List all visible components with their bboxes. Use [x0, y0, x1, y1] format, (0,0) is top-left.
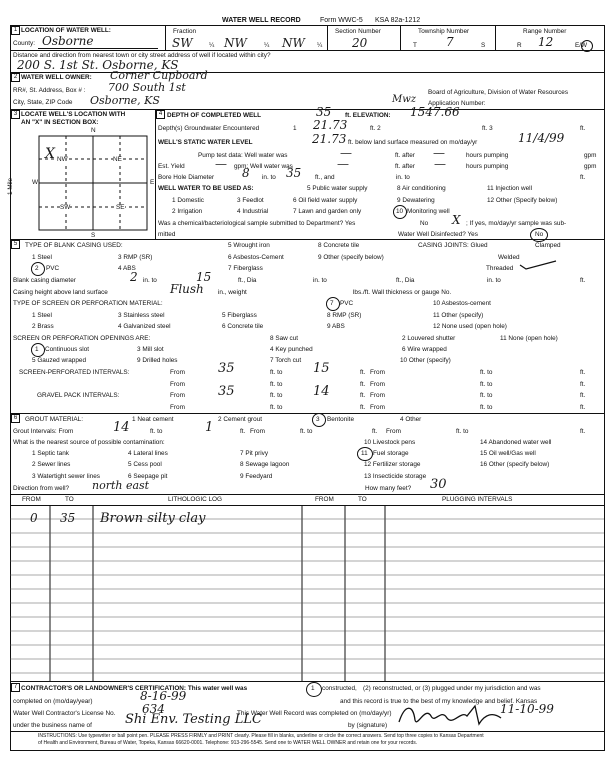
section-6-number: 6	[11, 414, 20, 423]
locate-label: LOCATE WELL'S LOCATION WITH	[21, 111, 126, 118]
depth-value: 35	[316, 105, 332, 119]
perf-from-value: 35	[218, 361, 235, 376]
gravel-to-value: 14	[313, 384, 330, 399]
record-date-value: 11-10-99	[500, 702, 554, 716]
bore-label: Bore Hole Diameter	[158, 174, 215, 181]
form-title: WATER WELL RECORD	[222, 17, 301, 24]
license-value: 634	[142, 702, 165, 716]
casing-height-label: Casing height above land surface	[13, 289, 108, 296]
casing-diameter-label: Blank casing diameter	[13, 277, 76, 284]
section-number-label: Section Number	[335, 28, 381, 35]
screen-material-label: TYPE OF SCREEN OR PERFORATION MATERIAL:	[13, 300, 163, 307]
section-5-number: 5	[11, 240, 20, 249]
casing-to-value: 15	[196, 270, 212, 284]
section-2-number: 2	[11, 73, 20, 82]
instructions-line-2: of Health and Environment, Bureau of Water, Topeka, Kansas 66620-0001. Telephone: 913-296-5545. Send one to WATER WELL OWNER and retain one for your records.	[38, 740, 418, 746]
directions-label: Distance and direction from nearest town or city street address of well if located within city?	[13, 52, 271, 59]
casing-diameter-value: 2	[130, 270, 138, 284]
disinfected-label: Water Well Disinfected? Yes	[398, 231, 478, 238]
county-label: County:	[13, 40, 36, 47]
range-ew: E/W	[575, 42, 588, 49]
fraction-3: NW	[282, 36, 305, 50]
perf-to-value: 15	[313, 361, 330, 376]
gravel-from-value: 35	[218, 384, 235, 399]
groundwater-label: Depth(s) Groundwater Encountered	[158, 125, 260, 132]
locate-label-2: AN "X" IN SECTION BOX:	[21, 119, 99, 126]
groundwater-1-value: 21.73	[313, 118, 348, 132]
city-label: City, State, ZIP Code	[13, 99, 73, 106]
bore-value: 8	[242, 166, 250, 180]
range-value: 12	[538, 35, 554, 49]
threaded-checkmark	[518, 259, 558, 271]
mile-label: 1 Mile	[7, 177, 14, 195]
log-row-to: 35	[60, 511, 76, 525]
location-mark: X	[45, 146, 55, 162]
casing-height-value: Flush	[170, 282, 204, 296]
depth-label: DEPTH OF COMPLETED WELL	[167, 112, 262, 119]
completed-label: completed on (mo/day/year)	[13, 698, 93, 705]
elevation-value: 1547.66	[410, 105, 460, 119]
fraction-label: Fraction	[173, 28, 197, 35]
signature-label: by (signature)	[348, 722, 388, 729]
water-well-record-form: WATER WELL RECORD Form WWC-5 KSA 82a-1212 1 LOCATION OF WATER WELL: County: Osborne Fraction SW ¼ NW ¼ NW ¼ Section Number 20 Township Number T 7 S Range Number R 12 E/W Distance and direction from nearest town or city street address of well if located within city? 200 S. 1st St. Osborne, KS 2 WATER WELL OWNER: Corner Cupboard RR#, St. Address, Box # : 700 South 1st City, State, ZIP Code Osborne, KS Board of Agriculture, Division of Water Resources Mwz Application Number: 3 LOCATE WELL'S LOCATION WITH AN "X" IN SECTION BOX: N S W E 1 Mile NW NE SW SE X 4 DEPTH OF COMPLETED WELL 35 ft. ELEVATION: 1547.66 Depth(s) Groundwater Encountered 1 21.73 ft. 2 ft. 3 ft. WELL'S STATIC WATER LEVEL 21.73 ft. below land surface measured on mo/day/yr 11/4/99 Pump test data: Well water was — ft. after — hours pumping gpm Est. Yield — gpm: Well water was — ft. after — hours pumping gpm Bore Hole Diameter 8 in. to 35 ft., and in. to ft. WELL WATER TO BE USED AS: 5 Public water supply 8 Air conditioning 11 Injection well 1 Domestic 3 Feedlot 6 Oil field water supply 9 Dewatering 12 Other (Specify below) 2 Irrigation 4 Industrial 7 Lawn and garden only 10 Monitoring well Was a chemical/bacteriological sample submitted to Department? Yes No X ; If yes, mo/day/yr sample was sub- mitted Water Well Disinfected? Yes No 5 TYPE OF BLANK CASING USED: 1 Steel 3 RMP (SR) 2 PVC 4 ABS 5 Wrought iron 6 Asbestos-Cement 7 Fiberglass 8 Concrete tile 9 Other (specify below) CASING JOINTS: Glued Clamped Welded Threaded Blank casing diameter 2 in. to 15 ft., Dia in. to ft., Dia in. to ft. Casing height above land surface Flush in., weight lbs./ft. Wall thickness or gauge No. TYPE OF SCREEN OR PERFORATION MATERIAL: 7 PVC 10 Asbestos-cement 1 Steel 3 Stainless steel 5 Fiberglass 8 RMP (SR) 11 Other (specify) 2 Brass 4 Galvanized steel 6 Concrete tile 9 ABS 12 None used (open hole) SCREEN OR PERFORATION OPENINGS ARE: 8 Saw cut 2 Louvered shutter 11 None (open hole) 1 Continuous slot 3 Mill slot 4 Key punched 6 Wire wrapped 5 Gauzed wrapped 9 Drilled holes 7 Torch cut 10 Other (specify) SCREEN-PERFORATED INTERVALS: From 35 ft. to 15 ft. From ft. to ft. From ft. to ft. From ft. to ft. GRAVEL PACK INTERVALS: From 35 ft. to 14 ft. From ft. to ft. From ft. to ft. From ft. to ft. 6 GROUT MATERIAL: 1 Neat cement 2 Cement grout 3 Bentonite 4 Other Grout Intervals: From 14 ft. to 1 ft. From ft. to ft. From ft. to ft. What is the nearest source of possible contamination: 10 Livestock pens 14 Abandoned water well 1 Septic tank 4 Lateral lines 7 Pit privy 11 Fuel storage 15 Oil well/Gas well 2 Sewer lines 5 Cess pool 8 Sewage lagoon 12 Fertilizer storage 16 Other (specify below) 3 Watertight sewer lines 6 Seepage pit 9 Feedyard 13 Insecticide storage Direction from well? north east How many feet? 30 FROM TO LITHOLOGIC LOG FROM TO PLUGGING INTERVALS 0 35 Brown silty clay 7 CONTRACTOR'S OR LANDOWNER'S CERTIFICATION: This water well was 1 constructed, (2) reconstructed, or (3) plugged under my jurisdiction and was completed on (mo/day/year) 8-16-99 and this record is true to the best of my knowledge and belief. Kansas Water Well Contractor's License No. 634 This Water Well Record was completed on (mo/day/yr) 11-10-99 under the business name of Shi Env. Testing LLC by (signature) INSTRUCTIONS: Use typewriter or ball point pen. PLEASE PRESS FIRMLY and PRINT clearly. Please fill in blanks, underline or circle the correct answers. Send top three copies to Kansas Department of Health and Environment, Bureau of Water, Topeka, Kansas 66620-0001. Telephone: 913-296-5545. Send one to WATER WELL OWNER and retain one for your records.	[0, 0, 614, 776]
grout-from-value: 14	[113, 420, 130, 435]
bore-to-value: 35	[286, 166, 302, 180]
log-row-from: 0	[30, 511, 38, 525]
ksa-number: KSA 82a-1212	[375, 17, 421, 24]
grout-intervals-label: Grout Intervals: From	[13, 428, 74, 435]
county-value: Osborne	[42, 34, 94, 48]
instructions-line-1: INSTRUCTIONS: Use typewriter or ball point pen. PLEASE PRESS FIRMLY and PRINT clearly. Please fill in blanks, underline or circle the correct answers. Send top three copies to Kansas Department	[38, 733, 484, 739]
signature	[395, 700, 505, 730]
feet-label: How many feet?	[365, 485, 412, 492]
static-date: 11/4/99	[518, 131, 565, 145]
feet-value: 30	[430, 477, 447, 492]
directions-value: 200 S. 1st St. Osborne, KS	[17, 58, 179, 72]
fraction-1: SW	[172, 36, 193, 50]
app-initials: Mwz	[392, 94, 417, 105]
license-label: Water Well Contractor's License No.	[13, 710, 116, 717]
owner-value: Corner Cupboard	[110, 69, 208, 82]
section-number-value: 20	[352, 36, 368, 50]
form-number: Form WWC-5	[320, 17, 363, 24]
static-level-label: WELL'S STATIC WATER LEVEL	[158, 139, 253, 146]
casing-joints-label: CASING JOINTS: Glued	[418, 242, 488, 249]
chem-sample-label: Was a chemical/bacteriological sample submitted to Department? Yes	[158, 220, 356, 227]
yield-label: Est. Yield	[158, 163, 185, 170]
perforated-label: SCREEN-PERFORATED INTERVALS:	[19, 369, 130, 376]
range-label: Range Number	[523, 28, 567, 35]
section-3-number: 3	[11, 110, 20, 119]
fraction-2: NW	[224, 36, 247, 50]
location-label: LOCATION OF WATER WELL:	[21, 27, 111, 34]
contamination-label: What is the nearest source of possible contamination:	[13, 439, 165, 446]
township-label: Township Number	[418, 28, 470, 35]
direction-value: north east	[92, 479, 150, 492]
casing-label: TYPE OF BLANK CASING USED:	[25, 242, 123, 249]
pump-test-label: Pump test data: Well water was	[198, 152, 288, 159]
section-7-number: 7	[11, 683, 20, 692]
business-value: Shi Env. Testing LLC	[125, 712, 262, 727]
section-1-number: 1	[11, 26, 20, 35]
log-row-description: Brown silty clay	[100, 511, 206, 526]
grout-to-value: 1	[205, 420, 214, 435]
city-value: Osborne, KS	[90, 94, 160, 107]
direction-label: Direction from well?	[13, 485, 70, 492]
address-value: 700 South 1st	[108, 81, 186, 94]
gravel-label: GRAVEL PACK INTERVALS:	[37, 392, 120, 399]
township-value: 7	[446, 35, 454, 49]
address-label: RR#, St. Address, Box # :	[13, 87, 86, 94]
static-level-value: 21.73	[312, 132, 347, 146]
certification-label: CONTRACTOR'S OR LANDOWNER'S CERTIFICATION: This water well was	[21, 685, 248, 692]
openings-label: SCREEN OR PERFORATION OPENINGS ARE:	[13, 335, 151, 342]
board-label: Board of Agriculture, Division of Water Resources	[428, 89, 569, 96]
use-label: WELL WATER TO BE USED AS:	[158, 185, 254, 192]
section-4-number: 4	[156, 110, 165, 119]
business-label: under the business name of	[13, 722, 92, 729]
log-table-grid	[10, 505, 605, 681]
owner-label: WATER WELL OWNER:	[21, 74, 92, 81]
grout-label: GROUT MATERIAL:	[25, 416, 83, 423]
completed-value: 8-16-99	[140, 689, 187, 703]
application-label: Application Number:	[428, 100, 486, 107]
